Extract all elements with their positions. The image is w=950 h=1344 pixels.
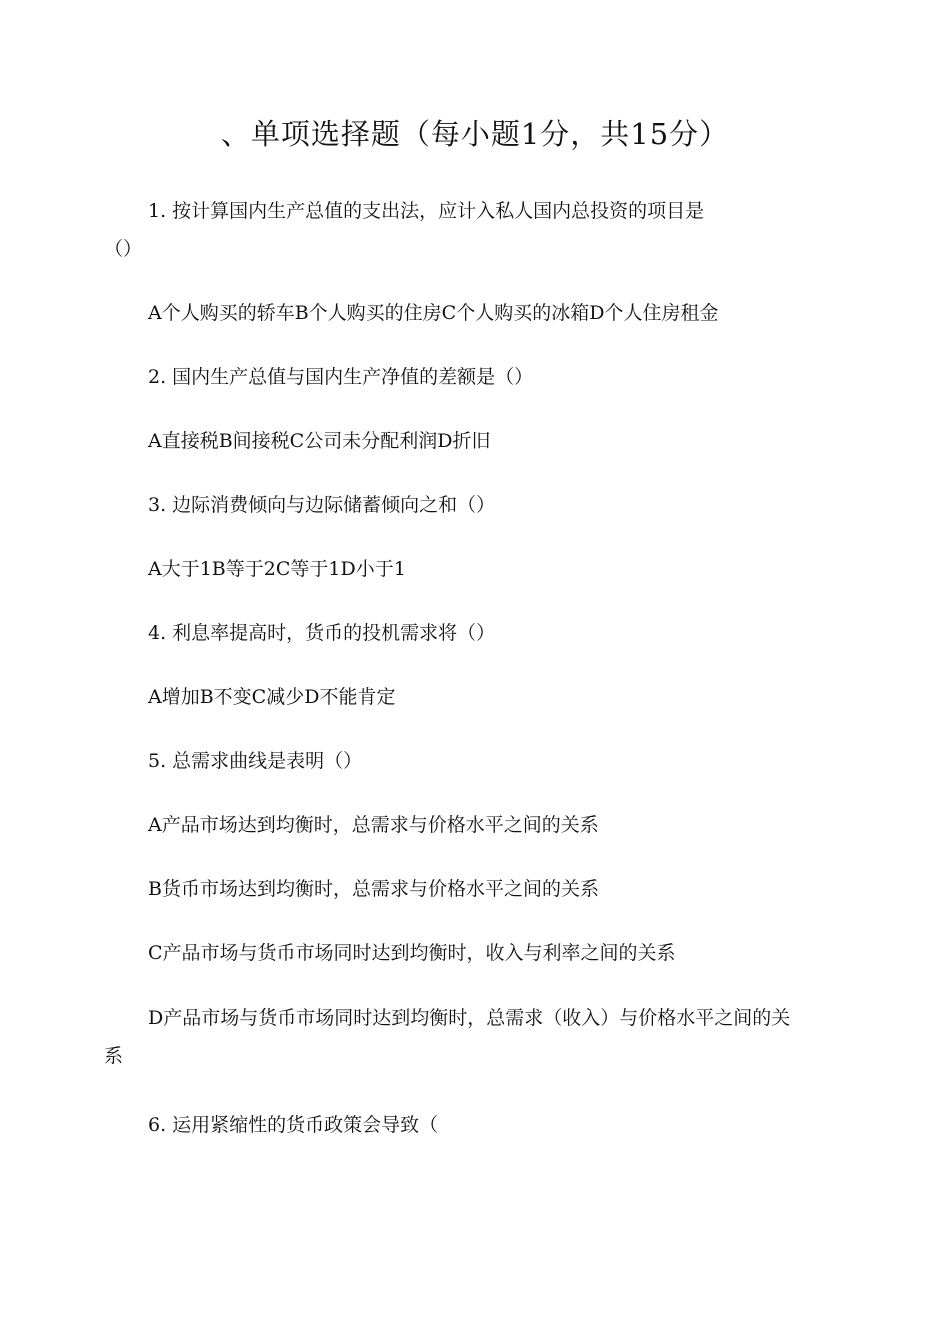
question-3-options: A大于1B等于2C等于1D小于1 bbox=[148, 558, 406, 580]
question-6-stem: 6. 运用紧缩性的货币政策会导致（ bbox=[148, 1114, 439, 1136]
question-1-stem: 1. 按计算国内生产总值的支出法，应计入私人国内总投资的项目是 bbox=[148, 200, 705, 222]
question-1-stem-continued: （） bbox=[104, 238, 143, 260]
question-5-option-c: C产品市场与货币市场同时达到均衡时，收入与利率之间的关系 bbox=[148, 942, 676, 964]
question-4-stem: 4. 利息率提高时，货币的投机需求将（） bbox=[148, 622, 496, 644]
question-5-option-a: A产品市场达到均衡时，总需求与价格水平之间的关系 bbox=[148, 814, 599, 836]
question-5-option-b: B货币市场达到均衡时，总需求与价格水平之间的关系 bbox=[148, 878, 599, 900]
question-2-options: A直接税B间接税C公司未分配利润D折旧 bbox=[148, 430, 491, 452]
question-2-stem: 2. 国内生产总值与国内生产净值的差额是（） bbox=[148, 366, 534, 388]
question-4-options: A增加B不变C减少D不能肯定 bbox=[148, 686, 396, 708]
question-5-option-d: D产品市场与货币市场同时达到均衡时，总需求（收入）与价格水平之间的关 bbox=[148, 1007, 791, 1029]
question-3-stem: 3. 边际消费倾向与边际储蓄倾向之和（） bbox=[148, 494, 496, 516]
section-title: 、单项选择题（每小题1分，共15分） bbox=[220, 117, 730, 151]
question-5-option-d-continued: 系 bbox=[104, 1045, 124, 1067]
question-1-options: A个人购买的轿车B个人购买的住房C个人购买的冰箱D个人住房租金 bbox=[148, 302, 719, 324]
question-5-stem: 5. 总需求曲线是表明（） bbox=[148, 750, 363, 772]
